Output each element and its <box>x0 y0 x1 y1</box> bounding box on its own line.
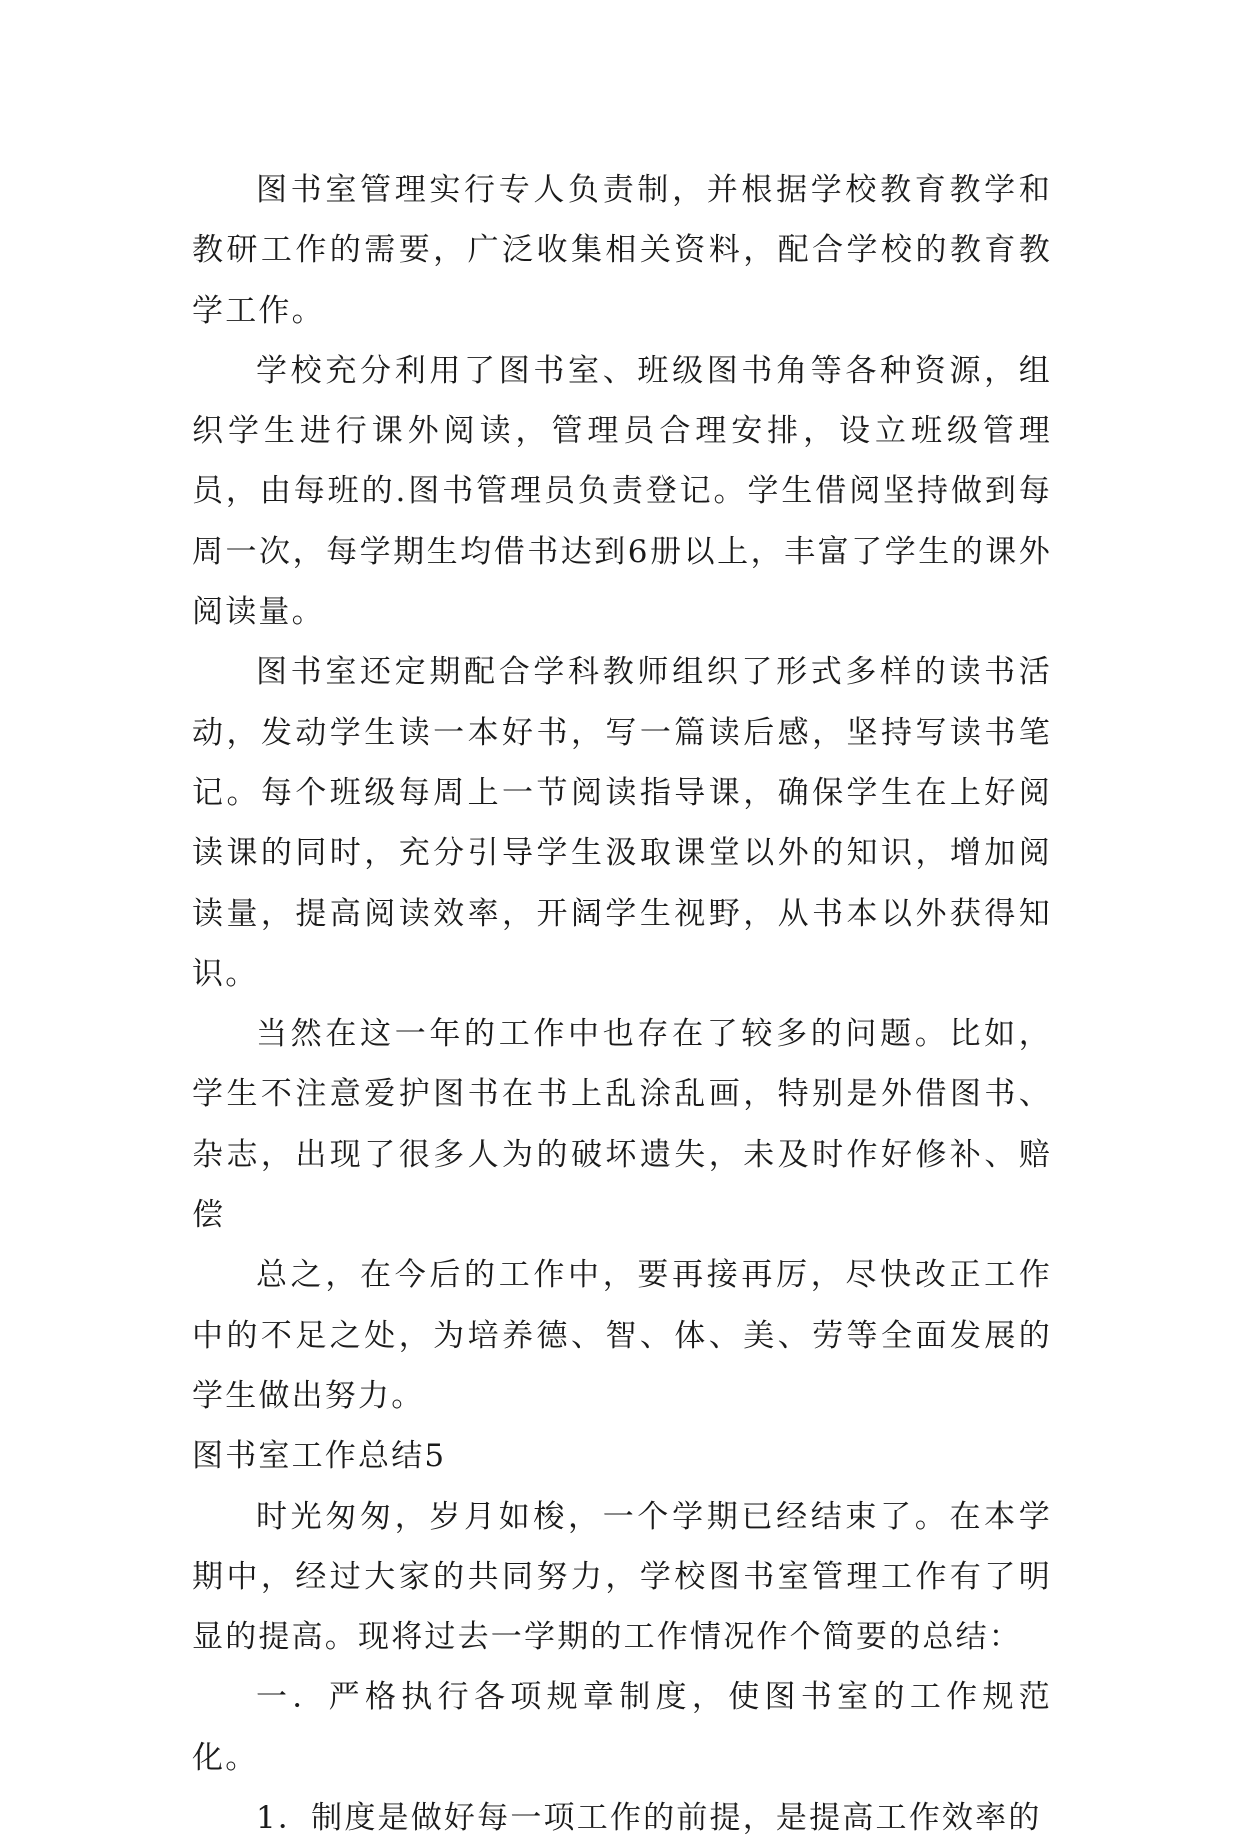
paragraph-problems: 当然在这一年的工作中也存在了较多的问题。比如，学生不注意爱护图书在书上乱涂乱画，特别是外借图书、杂志，出现了很多人为的破坏遗失，未及时作好修补、赔偿 <box>192 1016 1052 1234</box>
document-body <box>192 160 1052 1848</box>
section-heading: 图书室工作总结5 <box>192 1438 447 1475</box>
paragraph-conclusion: 总之，在今后的工作中，要再接再厉，尽快改正工作中的不足之处，为培养德、智、体、美、劳等全面发展的学生做出努力。 <box>192 1257 1052 1414</box>
paragraph-section-one: 一．严格执行各项规章制度，使图书室的工作规范化。 <box>192 1679 1052 1776</box>
paragraph-item-one: 1．制度是做好每一项工作的前提，是提高工作效率的 <box>256 1800 1042 1837</box>
paragraph-semester-intro: 时光匆匆，岁月如梭，一个学期已经结束了。在本学期中，经过大家的共同努力，学校图书室管理工作有了明显的提高。现将过去一学期的工作情况作个简要的总结： <box>192 1498 1052 1656</box>
paragraph-reading-activities: 图书室还定期配合学科教师组织了形式多样的读书活动，发动学生读一本好书，写一篇读后感，坚持写读书笔记。每个班级每周上一节阅读指导课，确保学生在上好阅读课的同时，充分引导学生汲取课堂以外的知识，增加阅读量，提高阅读效率，开阔学生视野，从书本以外获得知识。 <box>192 654 1052 992</box>
paragraph-staffing: 图书室管理实行专人负责制，并根据学校教育教学和教研工作的需要，广泛收集相关资料，配合学校的教育教学工作。 <box>192 172 1052 329</box>
paragraph-reading-resources: 学校充分利用了图书室、班级图书角等各种资源，组织学生进行课外阅读，管理员合理安排，设立班级管理员，由每班的.图书管理员负责登记。学生借阅坚持做到每周一次，每学期生均借书达到6册以上，丰富了学生的课外阅读量。 <box>192 352 1052 631</box>
